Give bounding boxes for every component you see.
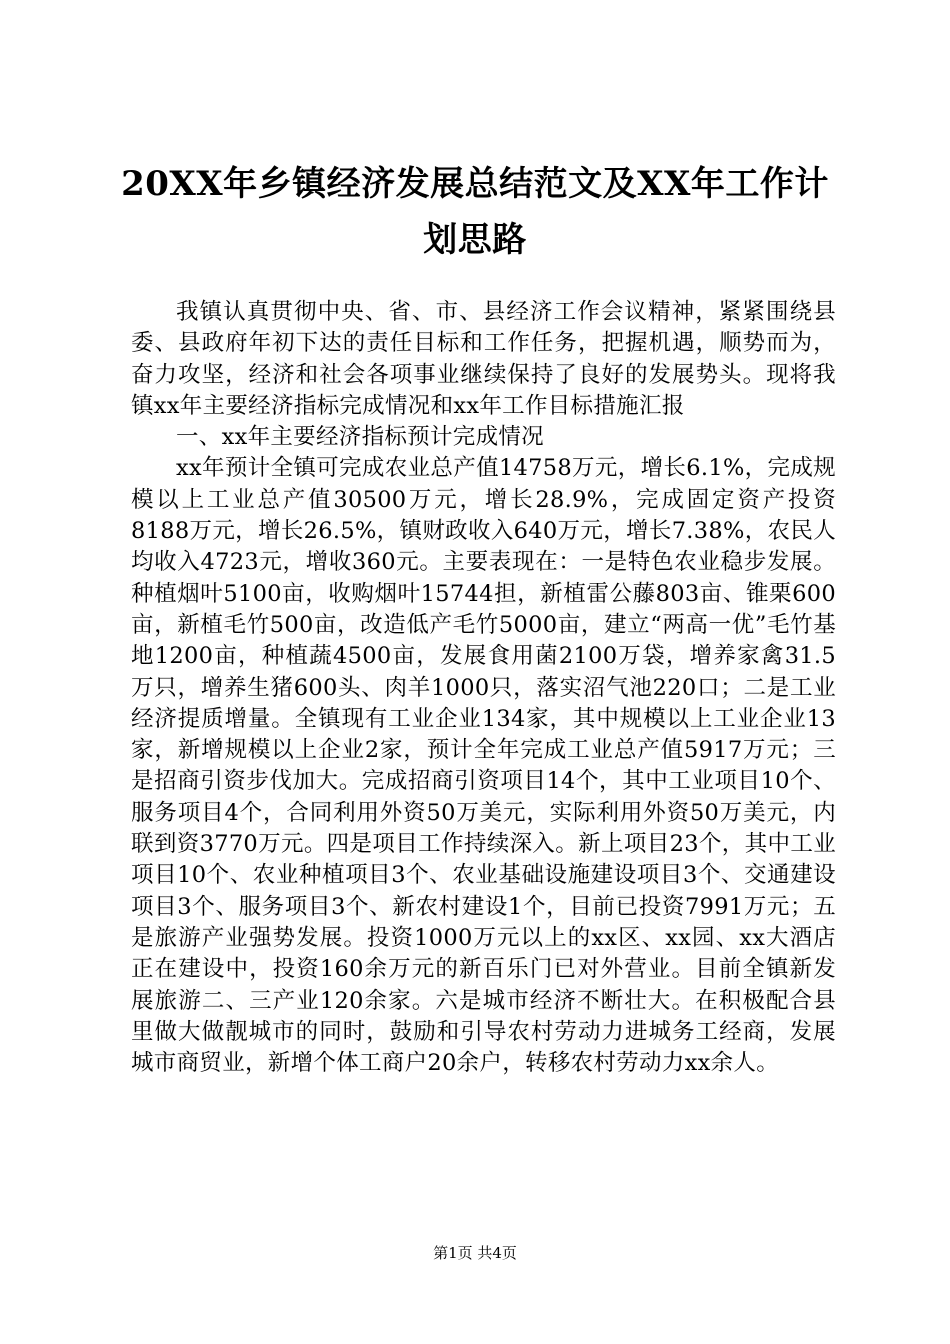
document-title-line-2: 划思路 — [423, 220, 527, 260]
section-paragraph: xx年预计全镇可完成农业总产值14758万元，增长6.1%，完成规模以上工业总产值30500万元，增长28.9%，完成固定资产投资8188万元，增长26.5%，镇财政收入640万元，增长7.38%，农民人均收入4723元，增收360元。主要表现在：一是特色农业稳步发展。种植烟叶5100亩，收购烟叶15744担，新植雷公藤803亩、锥栗600亩，新植毛竹500亩，改造低产毛竹5000亩，建立“两高一优”毛竹基地1200亩，种植蔬4500亩，发展食用菌2100万袋，增养家禽31.5万只，增养生猪600头、肉羊1000只，落实沼气池220口；二是工业经济提质增量。全镇现有工业企业134家，其中规模以上工业企业13家，新增规模以上企业2家，预计全年完成工业总产值5917万元；三是招商引资步伐加大。完成招商引资项目14个，其中工业项目10个、服务项目4个，合同利用外资50万美元，实际利用外资50万美元，内联到资3770万元。四是项目工作持续深入。新上项目23个，其中工业项目10个、农业种植项目3个、农业基础设施建设项目3个、交通建设项目3个、服务项目3个、新农村建设1个，目前已投资7991万元；五是旅游产业强势发展。投资1000万元以上的xx区、xx园、xx大酒店正在建设中，投资160余万元的新百乐门已对外营业。目前全镇新发展旅游二、三产业120余家。六是城市经济不断壮大。在积极配合县里做大做靓城市的同时，鼓励和引导农村劳动力进城务工经商，发展城市商贸业，新增个体工商户20余户，转移农村劳动力xx余人。 — [131, 455, 836, 1077]
document-title-line-1: 20XX年乡镇经济发展总结范文及XX年工作计 — [121, 164, 829, 204]
intro-paragraph: 我镇认真贯彻中央、省、市、县经济工作会议精神，紧紧围绕县委、县政府年初下达的责任目标和工作任务，把握机遇，顺势而为，奋力攻坚，经济和社会各项事业继续保持了良好的发展势头。现将我镇xx年主要经济指标完成情况和xx年工作目标措施汇报 — [131, 299, 836, 419]
page-number-footer: 第1页 共4页 — [433, 1244, 517, 1262]
document-body — [131, 297, 836, 1079]
section-heading: 一、xx年主要经济指标预计完成情况 — [176, 424, 544, 451]
